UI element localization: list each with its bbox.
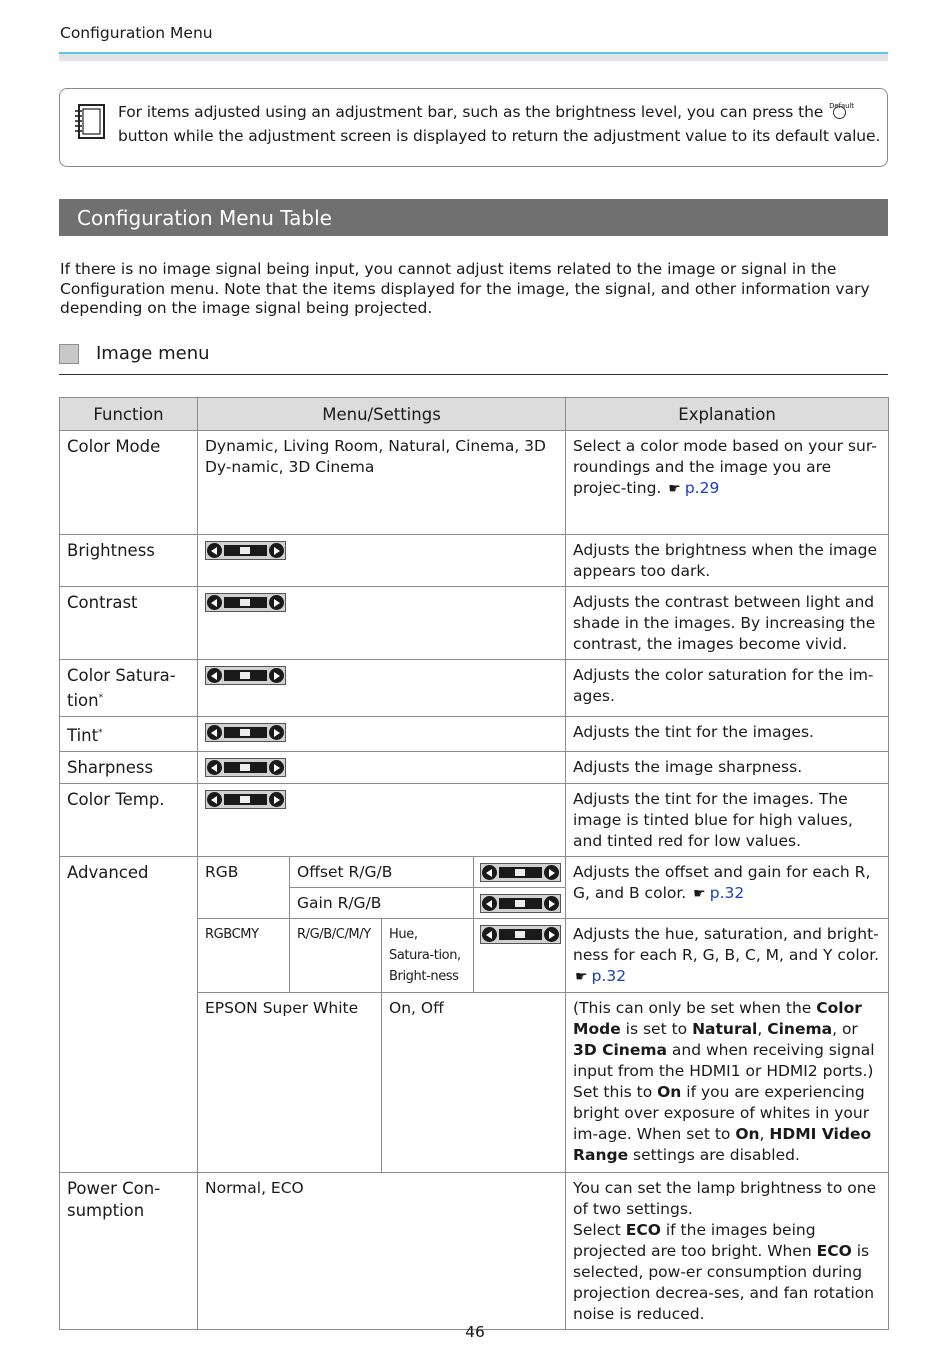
explanation-cell: Adjusts the tint for the images. bbox=[566, 717, 889, 752]
explanation-cell: Adjusts the hue, saturation, and bright-ness for each R, G, B, C, M, and Y color. ☛ p.32 bbox=[566, 919, 889, 993]
settings-cell: On, Off bbox=[382, 993, 566, 1173]
adjustment-bar-icon bbox=[205, 758, 286, 777]
adjustment-bar-icon bbox=[480, 863, 561, 882]
settings-cell bbox=[198, 587, 566, 660]
settings-cell: Normal, ECO bbox=[198, 1173, 566, 1330]
table-row bbox=[60, 535, 889, 587]
function-cell: Contrast bbox=[60, 587, 198, 660]
table-row bbox=[60, 857, 889, 888]
sub-item-rgbcmy: RGBCMY bbox=[198, 919, 290, 993]
header-rule bbox=[59, 52, 888, 61]
function-cell: Power Con-sumption bbox=[60, 1173, 198, 1330]
settings-cell bbox=[474, 919, 566, 993]
table-row bbox=[60, 1173, 889, 1330]
running-title: Configuration Menu bbox=[60, 24, 213, 42]
page-link[interactable]: p.32 bbox=[709, 884, 745, 902]
explanation-cell: Adjusts the brightness when the image appears too dark. bbox=[566, 535, 889, 587]
settings-cell bbox=[198, 784, 566, 857]
header-explanation: Explanation bbox=[566, 398, 889, 431]
setting-offset: Offset R/G/B bbox=[290, 857, 474, 888]
function-cell: Color Mode bbox=[60, 431, 198, 535]
table-row bbox=[60, 431, 889, 535]
page-link[interactable]: p.29 bbox=[684, 479, 720, 497]
setting-colors: R/G/B/C/M/Y bbox=[290, 919, 382, 993]
explanation-cell: Adjusts the offset and gain for each R, G, and B color. ☛ p.32 bbox=[566, 857, 889, 919]
function-cell: Brightness bbox=[60, 535, 198, 587]
adjustment-bar-icon bbox=[205, 666, 286, 685]
settings-cell bbox=[198, 535, 566, 587]
function-cell: Tint* bbox=[60, 717, 198, 752]
adjustment-bar-icon bbox=[480, 925, 561, 944]
subsection-title: Image menu bbox=[96, 343, 210, 364]
table-header-row bbox=[60, 398, 889, 431]
memo-icon bbox=[73, 103, 107, 141]
hand-pointer-icon: ☛ bbox=[668, 481, 681, 497]
adjustment-bar-icon bbox=[205, 593, 286, 612]
function-cell: Sharpness bbox=[60, 752, 198, 784]
adjustment-bar-icon bbox=[480, 894, 561, 913]
page-link[interactable]: p.32 bbox=[591, 967, 627, 985]
image-menu-table bbox=[59, 397, 889, 1330]
table-row bbox=[60, 717, 889, 752]
header-menu-settings: Menu/Settings bbox=[198, 398, 566, 431]
explanation-cell: Adjusts the tint for the images. The image is tinted blue for high values, and tinted red for low values. bbox=[566, 784, 889, 857]
page-number: 46 bbox=[465, 1323, 485, 1341]
explanation-cell: Select a color mode based on your sur-roundings and the image you are projec-ting. ☛ p.29 bbox=[566, 431, 889, 535]
settings-cell bbox=[198, 717, 566, 752]
sub-item-super-white: EPSON Super White bbox=[198, 993, 382, 1173]
section-title: Configuration Menu Table bbox=[59, 199, 888, 236]
hand-pointer-icon: ☛ bbox=[693, 886, 706, 902]
explanation-cell: You can set the lamp brightness to one of two settings. Select ECO if the images being projected are too bright. When ECO is selected, pow-er consumption during projection decrea-ses, and fan rotation noise is reduced. bbox=[566, 1173, 889, 1330]
explanation-cell: Adjusts the image sharpness. bbox=[566, 752, 889, 784]
explanation-cell: (This can only be set when the Color Mode is set to Natural, Cinema, or 3D Cinema and when receiving signal input from the HDMI1 or HDMI2 ports.) Set this to On if you are experiencing bright over exposure of whites in your im-age. When set to On, HDMI Video Range settings are disabled. bbox=[566, 993, 889, 1173]
settings-cell bbox=[198, 660, 566, 717]
explanation-cell: Adjusts the contrast between light and shade in the images. By increasing the contrast, the images become vivid. bbox=[566, 587, 889, 660]
table-row bbox=[60, 784, 889, 857]
table-row bbox=[60, 752, 889, 784]
default-button-icon: Default bbox=[830, 103, 850, 119]
settings-cell: Dynamic, Living Room, Natural, Cinema, 3D Dy-namic, 3D Cinema bbox=[198, 431, 566, 535]
function-cell: Color Satura-tion* bbox=[60, 660, 198, 717]
hand-pointer-icon: ☛ bbox=[575, 969, 588, 985]
note-box bbox=[59, 88, 888, 167]
sub-item-rgb: RGB bbox=[198, 857, 290, 919]
table-row bbox=[60, 587, 889, 660]
function-cell: Advanced bbox=[60, 857, 198, 1173]
note-text: For items adjusted using an adjustment bar, such as the brightness level, you can press the Default button while the adjustment screen is displayed to return the adjustment value to its default value. bbox=[118, 102, 881, 145]
header-function: Function bbox=[60, 398, 198, 431]
adjustment-bar-icon bbox=[205, 541, 286, 560]
adjustment-bar-icon bbox=[205, 723, 286, 742]
function-cell: Color Temp. bbox=[60, 784, 198, 857]
setting-params: Hue, Satura-tion, Bright-ness bbox=[382, 919, 474, 993]
settings-cell bbox=[474, 888, 566, 919]
explanation-cell: Adjusts the color saturation for the im-ages. bbox=[566, 660, 889, 717]
subsection-heading bbox=[59, 340, 888, 375]
intro-paragraph: If there is no image signal being input, you cannot adjust items related to the image or signal in the Configuration menu. Note that the items displayed for the image, the signal, and other information vary depending on the image signal being projected. bbox=[60, 260, 870, 317]
square-bullet-icon bbox=[59, 344, 79, 364]
settings-cell bbox=[198, 752, 566, 784]
settings-cell bbox=[474, 857, 566, 888]
setting-gain: Gain R/G/B bbox=[290, 888, 474, 919]
adjustment-bar-icon bbox=[205, 790, 286, 809]
table-row bbox=[60, 660, 889, 717]
